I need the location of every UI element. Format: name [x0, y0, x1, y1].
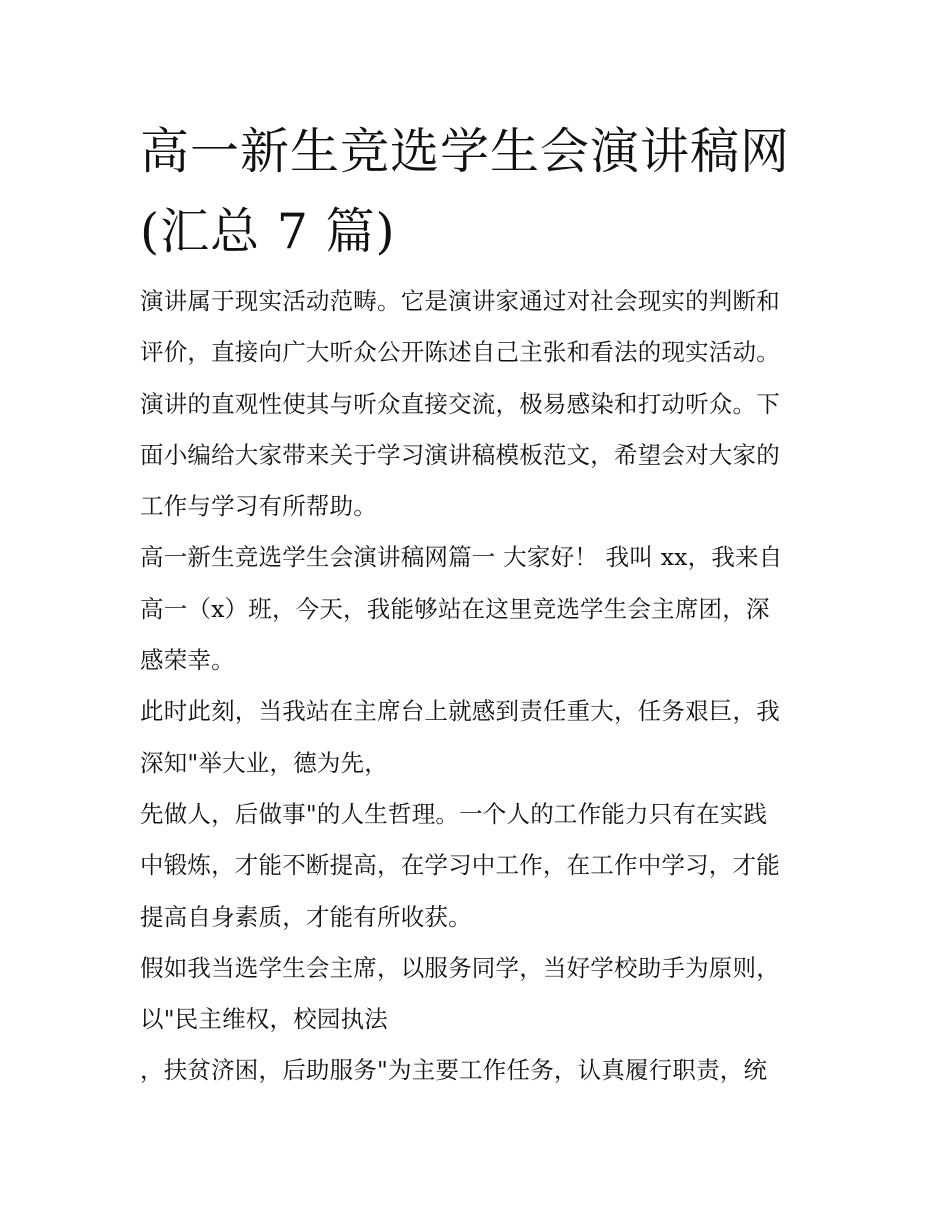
- body-line: 中锻炼，才能不断提高，在学习中工作，在工作中学习，才能: [140, 851, 780, 880]
- body-line: 先做人，后做事"的人生哲理。一个人的工作能力只有在实践: [140, 799, 768, 828]
- document-title: [140, 112, 830, 272]
- body-line: ，扶贫济困，后助服务"为主要工作任务，认真履行职责，统: [140, 1056, 768, 1085]
- body-line: 此时此刻，当我站在主席台上就感到责任重大，任务艰巨，我: [140, 697, 780, 726]
- body-line: 演讲属于现实活动范畴。它是演讲家通过对社会现实的判断和: [140, 287, 780, 315]
- body-line: 高一新生竞选学生会演讲稿网篇一 大家好！ 我叫 xx，我来自: [140, 543, 783, 572]
- body-line: 提高自身素质，才能有所收获。: [140, 902, 472, 931]
- body-line: 评价，直接向广大听众公开陈述自己主张和看法的现实活动。: [140, 338, 780, 367]
- body-line: 假如我当选学生会主席，以服务同学，当好学校助手为原则，: [140, 953, 780, 982]
- body-line: 演讲的直观性使其与听众直接交流，极易感染和打动听众。下: [140, 389, 780, 418]
- body-line: 工作与学习有所帮助。: [140, 492, 377, 521]
- title-line-1: 高一新生竞选学生会演讲稿网: [140, 123, 791, 180]
- body-line: 以"民主维权，校园执法: [140, 1005, 389, 1034]
- body-line: 深知"举大业，德为先，: [140, 748, 389, 777]
- document-body: [140, 276, 830, 1097]
- body-line: 感荣幸。: [140, 646, 235, 675]
- title-line-2: (汇总 7 篇): [140, 203, 396, 260]
- body-line: 高一（x）班，今天，我能够站在这里竞选学生会主席团，深: [140, 594, 770, 623]
- body-line: 面小编给大家带来关于学习演讲稿模板范文，希望会对大家的: [140, 440, 780, 469]
